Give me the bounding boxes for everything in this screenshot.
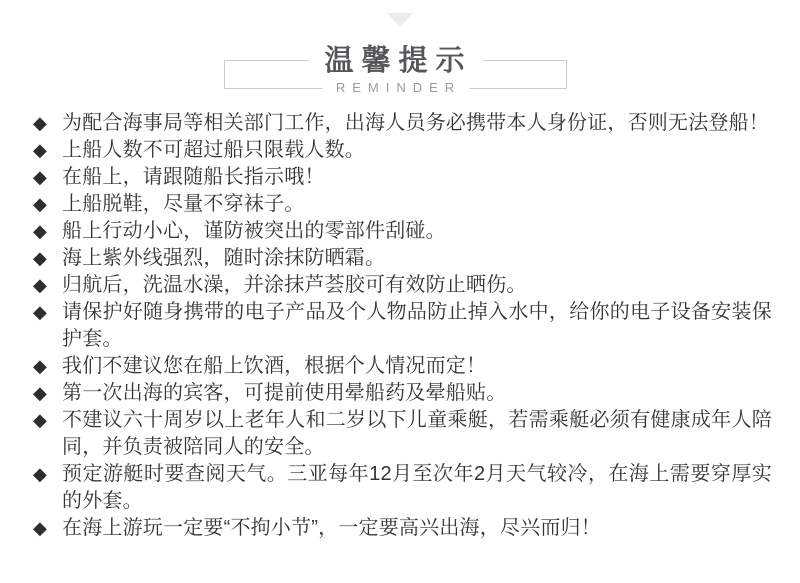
tip-text: 在船上，请跟随船长指示哦！ bbox=[62, 166, 325, 188]
list-item bbox=[33, 164, 772, 191]
tip-text: 船上行动小心，谨防被突出的零部件刮碰。 bbox=[62, 220, 446, 242]
list-item bbox=[33, 272, 772, 299]
tip-text: 上船脱鞋，尽量不穿袜子。 bbox=[62, 193, 305, 215]
diamond-bullet-icon: ◆ bbox=[33, 221, 47, 241]
diamond-bullet-icon: ◆ bbox=[33, 356, 47, 376]
list-item bbox=[33, 218, 772, 245]
page-subtitle: REMINDER bbox=[322, 80, 469, 96]
diamond-bullet-icon: ◆ bbox=[33, 383, 47, 403]
page-title: 温馨提示 bbox=[308, 45, 482, 77]
tip-text: 请保护好随身携带的电子产品及个人物品防止掉入水中，给你的电子设备安装保护套。 bbox=[62, 301, 772, 350]
header-border-box bbox=[224, 45, 567, 95]
tip-text: 为配合海事局等相关部门工作，出海人员务必携带本人身份证，否则无法登船！ bbox=[62, 112, 769, 134]
diamond-bullet-icon: ◆ bbox=[33, 113, 47, 133]
diamond-bullet-icon: ◆ bbox=[33, 464, 47, 484]
tip-text: 预定游艇时要查阅天气。三亚每年12月至次年2月天气较冷，在海上需要穿厚实的外套。 bbox=[62, 463, 772, 512]
list-item bbox=[33, 299, 772, 353]
tip-text: 我们不建议您在船上饮酒，根据个人情况而定！ bbox=[62, 355, 487, 377]
diamond-bullet-icon: ◆ bbox=[33, 140, 47, 160]
tip-text: 不建议六十周岁以上老年人和二岁以下儿童乘艇，若需乘艇必须有健康成年人陪同，并负责被陪同人的安全。 bbox=[62, 409, 772, 458]
list-item bbox=[33, 353, 772, 380]
list-item bbox=[33, 137, 772, 164]
diamond-bullet-icon: ◆ bbox=[33, 302, 47, 322]
tip-text: 第一次出海的宾客，可提前使用晕船药及晕船贴。 bbox=[62, 382, 507, 404]
list-item bbox=[33, 407, 772, 461]
diamond-bullet-icon: ◆ bbox=[33, 248, 47, 268]
list-item bbox=[33, 515, 772, 542]
tips-list bbox=[33, 110, 772, 542]
triangle-down-icon bbox=[387, 13, 413, 27]
list-item bbox=[33, 191, 772, 218]
reminder-header bbox=[0, 0, 800, 110]
tip-text: 归航后，洗温水澡，并涂抹芦荟胶可有效防止晒伤。 bbox=[62, 274, 527, 296]
tip-text: 海上紫外线强烈，随时涂抹防晒霜。 bbox=[62, 247, 386, 269]
list-item bbox=[33, 461, 772, 515]
diamond-bullet-icon: ◆ bbox=[33, 167, 47, 187]
list-item bbox=[33, 245, 772, 272]
list-item bbox=[33, 110, 772, 137]
diamond-bullet-icon: ◆ bbox=[33, 275, 47, 295]
tip-text: 上船人数不可超过船只限载人数。 bbox=[62, 139, 365, 161]
diamond-bullet-icon: ◆ bbox=[33, 518, 47, 538]
diamond-bullet-icon: ◆ bbox=[33, 410, 47, 430]
tip-text: 在海上游玩一定要“不拘小节”，一定要高兴出海，尽兴而归！ bbox=[62, 517, 601, 539]
diamond-bullet-icon: ◆ bbox=[33, 194, 47, 214]
list-item bbox=[33, 380, 772, 407]
